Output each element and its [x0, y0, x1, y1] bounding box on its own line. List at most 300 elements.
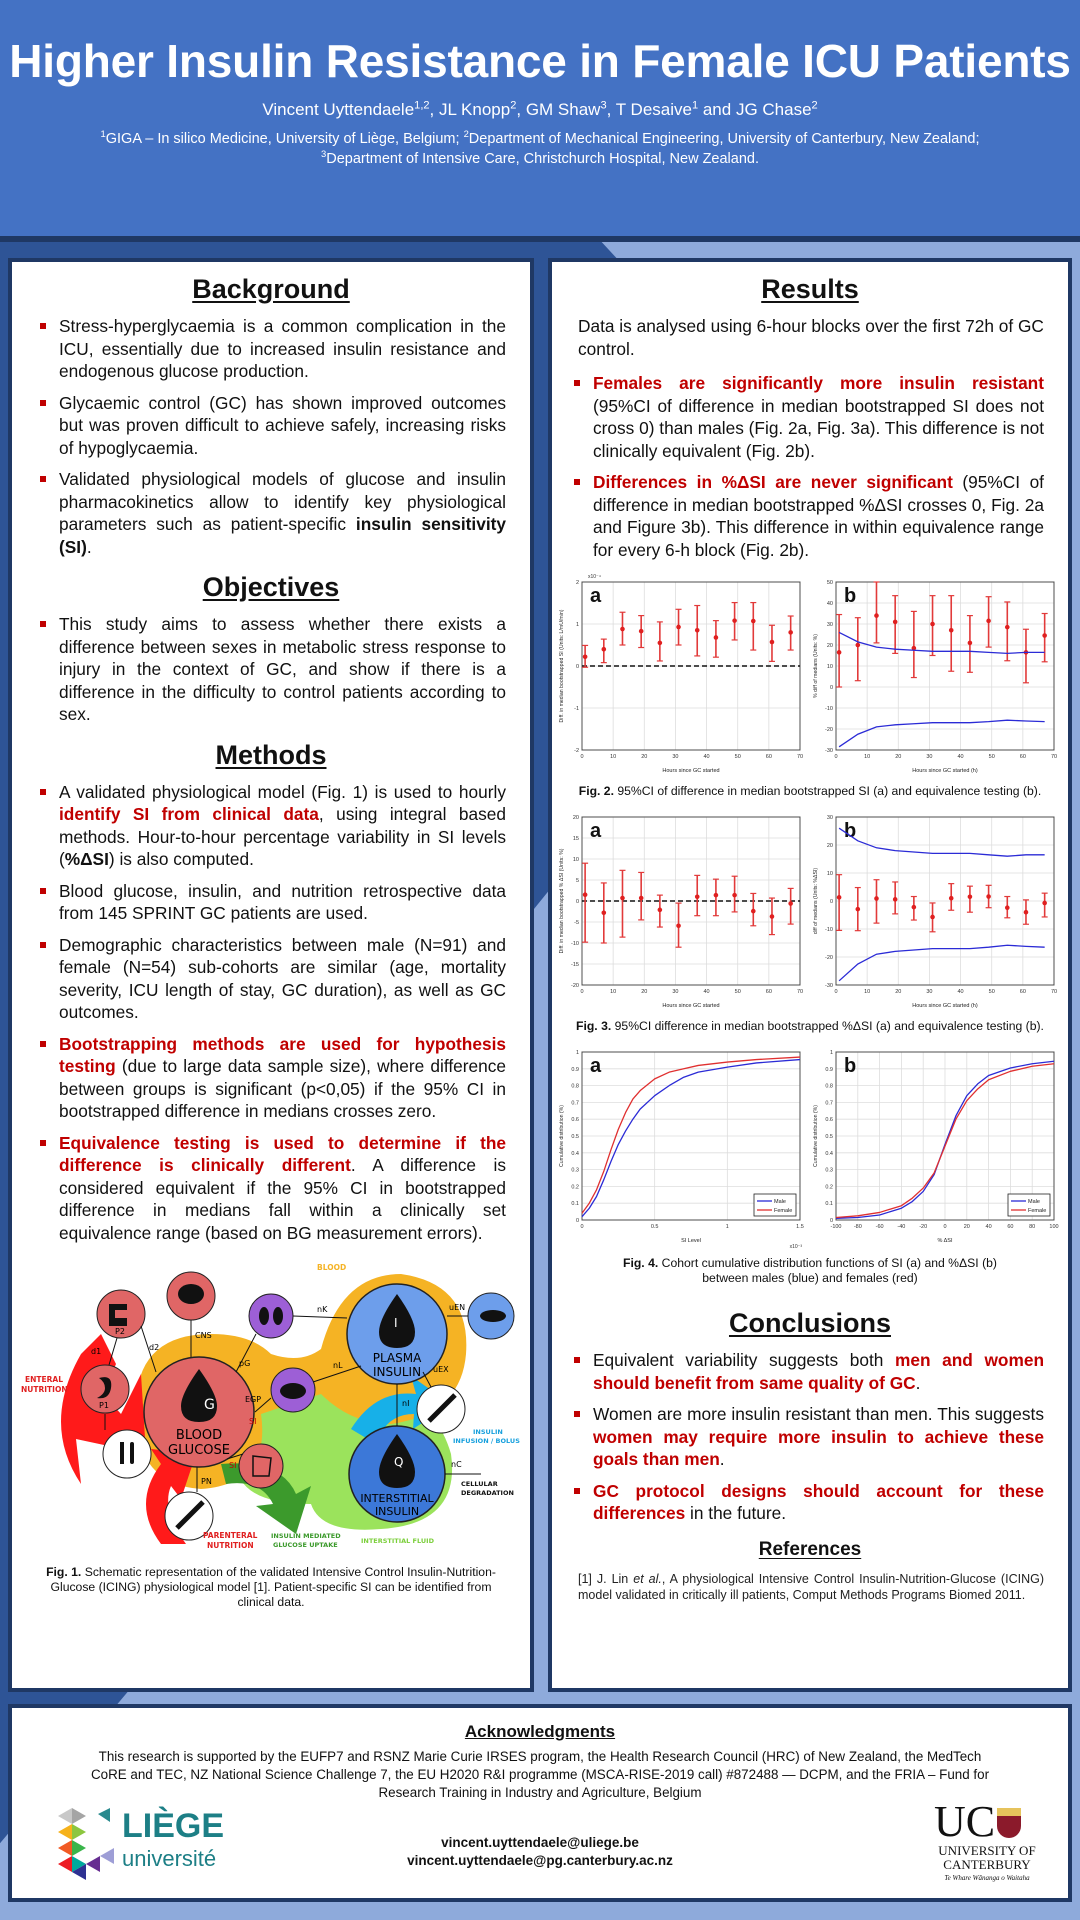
author-affiliation-index: 2: [811, 99, 818, 112]
data-point: [968, 895, 973, 900]
d2-label: d2: [149, 1343, 160, 1352]
x-tick-label: 0: [943, 1224, 947, 1230]
x-tick-label: 60: [1019, 754, 1026, 760]
x-tick-label: 40: [985, 1224, 992, 1230]
highlight-text: Equivalence testing is used to determine if the difference is clinically different: [59, 1132, 506, 1175]
x-axis-label: Hours since GC started: [662, 1003, 720, 1009]
y-tick-label: 0.6: [571, 1117, 579, 1124]
y-tick-label: 0.4: [825, 1150, 833, 1157]
kidney-node: [249, 1294, 293, 1338]
uc-logo-line2: CANTERBURY: [943, 1857, 1031, 1872]
degradation-label: CELLULAR: [461, 1480, 498, 1488]
y-tick-label: 2: [575, 580, 579, 586]
legend-label: Female: [1028, 1208, 1047, 1214]
x-tick-label: 30: [672, 989, 679, 995]
x-tick-label: -40: [897, 1224, 906, 1230]
data-point: [658, 641, 663, 646]
x-tick-label: 1.5: [796, 1224, 804, 1230]
data-point: [770, 914, 775, 919]
glucose-symbol: G: [204, 1397, 215, 1413]
infusion-label: INFUSION / BOLUS: [453, 1437, 520, 1445]
bold-text: %ΔSI: [64, 849, 109, 869]
background-heading: Background: [192, 274, 350, 304]
x-tick-label: 40: [703, 754, 710, 760]
y-tick-label: 0: [829, 899, 833, 905]
y-tick-label: 0.9: [825, 1066, 833, 1073]
author-affiliation-index: 3: [600, 99, 607, 112]
y-tick-label: 0.1: [825, 1201, 833, 1208]
x-tick-label: 10: [864, 754, 871, 760]
data-point: [620, 627, 625, 632]
fig4-caption-text: Cohort cumulative distribution functions of SI (a) and %ΔSI (b) between males (blue) and females (red): [658, 1256, 997, 1285]
data-point: [583, 654, 588, 659]
fig1-caption: [21, 1565, 521, 1610]
x-tick-label: 70: [1050, 989, 1058, 995]
canterbury-university-logo: [932, 1797, 1042, 1888]
highlight-text: women may require more insulin to achieve these goals than men: [593, 1426, 1044, 1469]
interstitial-symbol: Q: [394, 1455, 404, 1469]
author-name: JL Knopp: [438, 100, 511, 120]
data-point: [893, 897, 898, 902]
uptake-label: INSULIN MEDIATED: [271, 1532, 341, 1540]
data-point: [893, 620, 898, 625]
data-point: [732, 618, 737, 623]
y-axis-label: diff of medians (Units: %ΔSI): [813, 867, 819, 935]
data-point: [583, 892, 588, 897]
y-tick-label: 0: [575, 1218, 579, 1224]
y-tick-label: 30: [826, 622, 833, 628]
y-tick-label: -1: [574, 706, 579, 712]
fig4b-svg: [810, 1040, 1064, 1250]
fig3a-chart: [556, 805, 810, 1015]
panel-label: a: [590, 1055, 602, 1077]
acknowledgments-panel: [8, 1704, 1072, 1902]
fig1-caption-text: Schematic representation of the validated Intensive Control Insulin-Nutrition-Glucose (ICING) physiological model [1]. Patient-specific SI can be identified from clinical data.: [50, 1565, 496, 1609]
data-point: [602, 647, 607, 652]
data-point: [874, 896, 879, 901]
legend-label: Female: [774, 1208, 793, 1214]
y-tick-label: 10: [572, 857, 579, 863]
y-tick-label: 0.3: [825, 1167, 833, 1174]
results-heading: Results: [761, 274, 859, 304]
bullet-text: in the future.: [685, 1503, 787, 1523]
bold-text: insulin sensitivity (SI): [59, 514, 506, 557]
fig3-charts: [552, 805, 1068, 1015]
panel-label: a: [590, 820, 602, 842]
data-point: [695, 628, 700, 633]
author-separator: ,: [606, 100, 616, 120]
data-point: [1024, 910, 1029, 915]
left-column-panel: [8, 258, 534, 1692]
pg-label: pG: [239, 1359, 251, 1368]
pancreas-icon: [480, 1310, 506, 1322]
conclusions-heading: Conclusions: [728, 1308, 891, 1338]
x-tick-label: 50: [988, 989, 995, 995]
x-tick-label: 10: [610, 754, 617, 760]
x-tick-label: 80: [1029, 1224, 1036, 1230]
x-tick-label: 100: [1049, 1224, 1059, 1230]
data-point: [620, 896, 625, 901]
highlight-text: men and women should benefit from same quality of GC: [593, 1350, 1044, 1393]
y-tick-label: -30: [825, 748, 833, 754]
bullet-item: [572, 1480, 1044, 1525]
fig2-caption-text: 95%CI of difference in median bootstrapped SI (a) and equivalence testing (b).: [613, 784, 1042, 798]
bullet-item: [38, 1132, 506, 1245]
fig2a-chart: [556, 570, 810, 780]
bullet-item: [38, 781, 506, 871]
fig3-caption-label: Fig. 3.: [576, 1019, 612, 1033]
icing-model-diagram: [21, 1254, 521, 1609]
fig4a-chart: [556, 1040, 810, 1250]
y-tick-label: 0.5: [825, 1134, 833, 1140]
y-tick-label: -15: [571, 962, 579, 968]
data-point: [676, 625, 681, 630]
data-point: [986, 619, 991, 624]
objectives-heading: Objectives: [202, 572, 340, 602]
y-tick-label: 0.7: [571, 1100, 579, 1107]
data-point: [714, 893, 719, 898]
x-tick-label: 20: [963, 1224, 970, 1230]
poster-header: [0, 0, 1080, 242]
data-point: [751, 909, 756, 914]
fig2b-chart: [810, 570, 1064, 780]
y-exponent-label: x10⁻⁴: [588, 574, 601, 580]
affiliation-text: GIGA – In silico Medicine, University of Liège, Belgium;: [105, 131, 464, 148]
reference-etal: et al.: [633, 1571, 662, 1586]
x-axis-label: Hours since GC started (h): [912, 1003, 978, 1009]
icing-diagram-svg: [21, 1254, 521, 1550]
contact-emails: [12, 1834, 1068, 1870]
x-tick-label: 20: [895, 989, 902, 995]
data-point: [968, 641, 973, 646]
y-tick-label: -2: [574, 748, 579, 754]
author-affiliation-index: 1: [691, 99, 699, 112]
cell-node: [239, 1444, 283, 1488]
fig4-charts: [552, 1040, 1068, 1250]
panel-label: b: [844, 820, 857, 842]
y-tick-label: 10: [826, 871, 833, 877]
x-tick-label: 60: [1019, 989, 1026, 995]
nl-label: nL: [333, 1361, 343, 1370]
enteral-label: NUTRITION: [21, 1385, 68, 1394]
bullet-item: [38, 315, 506, 383]
bullet-item: [38, 1033, 506, 1123]
fig3a-svg: [556, 805, 810, 1015]
x-tick-label: 20: [641, 989, 648, 995]
x-tick-label: 20: [641, 754, 648, 760]
fig2a-svg: [556, 570, 810, 780]
y-tick-label: 0.8: [825, 1083, 833, 1090]
x-tick-label: 0: [580, 1224, 584, 1230]
y-tick-label: 0.2: [571, 1184, 579, 1191]
fig2-charts: [552, 570, 1068, 780]
y-tick-label: 20: [572, 815, 579, 821]
fig2-caption-label: Fig. 2.: [578, 784, 614, 798]
y-tick-label: 0: [575, 664, 579, 670]
y-tick-label: 0.1: [571, 1201, 579, 1208]
acknowledgments-text: This research is supported by the EUFP7 and RSNZ Marie Curie IRSES program, the Health Research Council (HRC) of New Zealand, the MedTech CoRE and TEC, NZ National Science Challenge 7, the EU H2020 R&I programme (MSCA-RISE-2019 call) #872488 — DCPM, and the FRIA – Fund for Research Training in Industry and Agriculture, Belgium: [90, 1749, 990, 1800]
x-tick-label: 40: [703, 989, 710, 995]
nk-label: nK: [317, 1305, 328, 1314]
data-point: [639, 896, 644, 901]
insulin-symbol: I: [394, 1316, 398, 1330]
nc-label: nC: [451, 1460, 462, 1469]
bullet-text: .: [719, 1449, 725, 1469]
data-point: [751, 619, 756, 624]
bullet-text: ) is also computed.: [108, 849, 254, 869]
objectives-list: [12, 613, 530, 726]
y-tick-label: -10: [825, 927, 833, 933]
x-tick-label: 0: [580, 989, 584, 995]
data-point: [1042, 901, 1047, 906]
data-point: [949, 896, 954, 901]
y-tick-label: 1: [829, 1050, 833, 1056]
y-tick-label: 5: [575, 878, 579, 884]
uc-letters: UC: [934, 1797, 996, 1846]
y-tick-label: 50: [826, 580, 833, 586]
y-tick-label: -20: [825, 727, 833, 733]
y-axis-label: Diff. in median bootstrapped SI (Units: L/mU/min): [559, 609, 565, 723]
blood-region-label: BLOOD: [317, 1263, 347, 1272]
liege-logo-subtext: université: [122, 1846, 217, 1871]
x-tick-label: 60: [765, 754, 772, 760]
x-tick-label: -100: [830, 1224, 842, 1230]
x-tick-label: 70: [796, 989, 804, 995]
blood-glucose-label: GLUCOSE: [168, 1443, 230, 1458]
uex-label: uEX: [433, 1365, 449, 1374]
data-point: [1005, 905, 1010, 910]
kidney-icon: [273, 1307, 283, 1325]
x-tick-label: 0: [580, 754, 584, 760]
y-tick-label: 0.2: [825, 1184, 833, 1191]
liege-logo-text: LIÈGE: [122, 1807, 225, 1845]
bullet-item: [572, 1349, 1044, 1394]
author-affiliation-index: 2: [510, 99, 517, 112]
bullet-text: .: [86, 536, 92, 557]
bullet-text: Stress-hyperglycaemia is a common complication in the ICU, essentially due to increased insulin resistance and endogenous glucose production.: [59, 316, 506, 381]
fig3b-svg: [810, 805, 1064, 1015]
egp-label: EGP: [245, 1395, 262, 1404]
y-tick-label: -10: [825, 706, 833, 712]
panel-label: b: [844, 585, 857, 607]
x-axis-label: Hours since GC started: [662, 768, 720, 774]
y-tick-label: -20: [571, 983, 579, 989]
author-separator: ,: [429, 100, 439, 120]
panel-label: a: [590, 585, 602, 607]
x-tick-label: 1: [725, 1224, 729, 1230]
data-point: [930, 915, 935, 920]
y-axis-label: Cumulative distribution (%): [559, 1105, 565, 1167]
x-axis-label: Hours since GC started (h): [912, 768, 978, 774]
x-tick-label: 50: [734, 989, 741, 995]
y-tick-label: 1: [575, 1050, 579, 1056]
fig3b-chart: [810, 805, 1064, 1015]
x-tick-label: 30: [926, 989, 933, 995]
data-point: [949, 628, 954, 633]
bullet-item: [38, 934, 506, 1024]
references-heading: References: [758, 1538, 862, 1560]
y-axis-label: Cumulative distribution (%): [813, 1105, 819, 1167]
author-name: Vincent Uyttendaele: [262, 100, 415, 120]
bullet-text: Glycaemic control (GC) has shown improved outcomes but was proven difficult to achieve safely, increasing risks of hypoglycaemia.: [59, 392, 506, 458]
results-list: [552, 372, 1068, 561]
x-tick-label: 60: [1007, 1224, 1014, 1230]
data-point: [837, 650, 842, 655]
data-point: [676, 923, 681, 928]
y-axis-label: % diff of medians (Units: %): [813, 634, 819, 698]
y-tick-label: -20: [825, 955, 833, 961]
ni-label: nI: [402, 1399, 410, 1408]
affiliation-text: Department of Intensive Care, Christchurch Hospital, New Zealand.: [326, 150, 759, 167]
bullet-text: Women are more insulin resistant than men. This suggests: [593, 1404, 1044, 1424]
plasma-insulin-label: INSULIN: [372, 1365, 422, 1379]
author-affiliation-index: 1,2: [414, 99, 430, 112]
methods-heading: Methods: [215, 739, 327, 770]
data-point: [856, 643, 861, 648]
x-tick-label: -60: [875, 1224, 884, 1230]
x-tick-label: 10: [610, 989, 617, 995]
y-tick-label: 30: [826, 815, 833, 821]
uen-label: uEN: [449, 1303, 466, 1312]
uc-crest-icon: [997, 1808, 1021, 1838]
uptake-label: GLUCOSE UPTAKE: [273, 1541, 338, 1549]
bullet-item: [38, 613, 506, 726]
bullet-text: Equivalent variability suggests both: [593, 1350, 895, 1370]
x-tick-label: 40: [957, 989, 964, 995]
legend-label: Male: [774, 1199, 786, 1205]
highlight-text: Differences in %ΔSI are never significant: [593, 472, 953, 492]
bullet-text: . A difference is considered equivalent if the 95% CI in bootstrapped difference in medians fall within a clinically set equivalence range (based on BG measurement errors).: [59, 1155, 506, 1243]
data-point: [658, 908, 663, 913]
y-tick-label: 40: [826, 601, 833, 607]
y-tick-label: 0.7: [825, 1100, 833, 1107]
kidney-icon: [259, 1307, 269, 1325]
right-column-panel: [548, 258, 1072, 1692]
data-point: [695, 895, 700, 900]
brain-icon: [178, 1284, 204, 1304]
si-uptake-label: SI: [229, 1461, 237, 1470]
data-point: [856, 907, 861, 912]
reference-prefix: [1] J. Lin: [578, 1571, 634, 1586]
data-point: [602, 910, 607, 915]
data-point: [732, 893, 737, 898]
x-tick-label: 0.5: [650, 1224, 659, 1230]
methods-list: [12, 781, 530, 1245]
y-tick-label: 0.6: [825, 1117, 833, 1124]
x-tick-label: 0: [834, 754, 838, 760]
interstitial-insulin-label: INSULIN: [374, 1505, 420, 1518]
y-tick-label: 1: [575, 622, 579, 628]
bullet-text: (95%CI of difference in median bootstrapped %ΔSI crosses 0, Fig. 2a and Figure 3b). This difference in within equivalence range for every 6-h block (Fig. 2b).: [593, 472, 1044, 560]
bullet-item: [572, 372, 1044, 462]
author-name: JG Chase: [735, 100, 812, 120]
highlight-text: Bootstrapping methods are used for hypothesis testing: [59, 1033, 506, 1076]
fig4-caption-label: Fig. 4.: [623, 1256, 659, 1270]
x-tick-label: 0: [834, 989, 838, 995]
x-tick-label: 30: [672, 754, 679, 760]
knife-icon: [130, 1442, 134, 1464]
data-point: [770, 640, 775, 645]
fork-icon: [120, 1442, 124, 1464]
x-tick-label: -80: [853, 1224, 862, 1230]
plasma-insulin-label: PLASMA: [372, 1351, 422, 1365]
highlight-text: Females are significantly more insulin resistant: [593, 373, 1044, 393]
x-tick-label: 70: [796, 754, 804, 760]
fig4a-svg: [556, 1040, 810, 1250]
y-tick-label: 0: [575, 899, 579, 905]
parenteral-label: NUTRITION: [207, 1541, 254, 1550]
bullet-text: Demographic characteristics between male (N=91) and female (N=54) sub-cohorts are similar (age, mortality severity, ICU length of stay, GC duration), as well as GC outcomes.: [59, 934, 506, 1022]
y-tick-label: 20: [826, 843, 833, 849]
bullet-text: A validated physiological model (Fig. 1) is used to hourly: [59, 781, 506, 802]
reference-text: , A physiological Intensive Control Insulin-Nutrition-Glucose (ICING) model validated in critically ill patients, Comput Methods Programs Biomed 2011.: [578, 1571, 1044, 1602]
y-tick-label: -30: [825, 983, 833, 989]
blood-glucose-label: BLOOD: [175, 1428, 223, 1443]
x-axis-label: SI Level: [681, 1238, 701, 1244]
y-tick-label: 0.5: [571, 1134, 579, 1140]
p2-label: P2: [115, 1327, 125, 1336]
degradation-label: DEGRADATION: [461, 1489, 514, 1497]
y-tick-label: 0.3: [571, 1167, 579, 1174]
x-tick-label: 30: [926, 754, 933, 760]
fig2b-svg: [810, 570, 1064, 780]
x-axis-label: % ΔSI: [937, 1238, 953, 1244]
bullet-text: (95%CI of difference in median bootstrapped SI does not cross 0) than males (Fig. 2a, Fig. 3a). This difference is not clinically equivalent (Fig. 2b).: [593, 395, 1044, 461]
infusion-label: INSULIN: [473, 1428, 503, 1436]
email-uliege[interactable]: vincent.uyttendaele@uliege.be: [441, 1835, 639, 1850]
author-separator: and: [698, 100, 736, 120]
affiliation-text: Department of Mechanical Engineering, University of Canterbury, New Zealand;: [468, 131, 980, 148]
data-point: [714, 635, 719, 640]
affiliation-index: 2: [463, 128, 469, 140]
data-point: [1005, 625, 1010, 630]
d1-label: d1: [91, 1347, 102, 1356]
fig2-caption: [552, 784, 1068, 799]
cns-label: CNS: [195, 1331, 212, 1340]
data-point: [930, 622, 935, 627]
data-point: [1042, 633, 1047, 638]
y-tick-label: 0: [829, 1218, 833, 1224]
bullet-text: Validated physiological models of glucose and insulin pharmacokinetics allow to identify key physiological parameters such as patient-specific: [59, 469, 506, 534]
x-tick-label: 50: [988, 754, 995, 760]
author-separator: ,: [516, 100, 526, 120]
data-point: [874, 613, 879, 618]
bullet-item: [572, 471, 1044, 561]
enteral-label: ENTERAL: [25, 1375, 63, 1384]
fig4b-chart: [810, 1040, 1064, 1250]
bullet-item: [38, 392, 506, 460]
x-tick-label: 10: [864, 989, 871, 995]
uc-logo-line1: UNIVERSITY OF: [938, 1843, 1036, 1858]
data-point: [912, 905, 917, 910]
x-tick-label: 70: [1050, 754, 1058, 760]
results-intro: Data is analysed using 6-hour blocks over the first 72h of GC control.: [578, 316, 1044, 359]
background-list: [12, 315, 530, 558]
y-tick-label: 10: [826, 664, 833, 670]
data-point: [788, 901, 793, 906]
bullet-text: (due to large data sample size), where difference between groups is significant (p<0,05) if the 95% CI in bootstrapped difference in medians crosses zero.: [59, 1056, 506, 1121]
interstitial-fluid-label: INTERSTITIAL FLUID: [361, 1537, 435, 1545]
affiliation-index: 1: [100, 128, 106, 140]
x-tick-label: 50: [734, 754, 741, 760]
bullet-text: Blood glucose, insulin, and nutrition retrospective data from 145 SPRINT GC patients are used.: [59, 880, 506, 923]
x-exponent-label: x10⁻³: [789, 1244, 802, 1250]
y-tick-label: 15: [572, 836, 579, 842]
parenteral-label: PARENTERAL: [203, 1531, 258, 1540]
pn-label: PN: [201, 1477, 212, 1486]
email-canterbury[interactable]: vincent.uyttendaele@pg.canterbury.ac.nz: [407, 1853, 673, 1868]
bullet-item: [572, 1403, 1044, 1471]
